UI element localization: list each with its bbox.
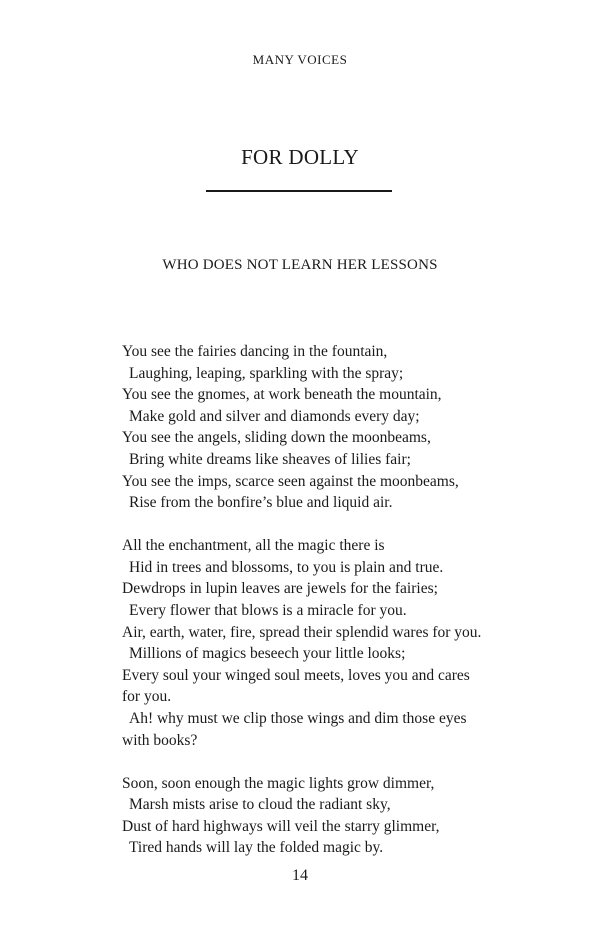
- poem-title: FOR DOLLY: [241, 145, 359, 169]
- poem-subtitle: WHO DOES NOT LEARN HER LESSONS: [162, 257, 438, 273]
- poem-line: Every soul your winged soul meets, loves you and cares: [122, 666, 470, 684]
- poem-line: All the enchantment, all the magic there is: [122, 537, 385, 555]
- poem-line: Bring white dreams like sheaves of lilies fair;: [129, 450, 411, 468]
- poem-line: Every flower that blows is a miracle for you.: [129, 602, 407, 620]
- poem-line: Air, earth, water, fire, spread their splendid wares for you.: [122, 623, 482, 641]
- running-head: MANY VOICES: [252, 52, 348, 67]
- poem-line: Make gold and silver and diamonds every day;: [129, 407, 420, 425]
- poem-body: [122, 341, 542, 881]
- stanza-3: [122, 773, 542, 859]
- poem-line: Millions of magics beseech your little looks;: [129, 645, 406, 663]
- poem-line: Hid in trees and blossoms, to you is plain and true.: [129, 558, 444, 576]
- poem-line: You see the fairies dancing in the fountain,: [122, 343, 388, 360]
- poem-line: with books?: [122, 731, 198, 749]
- poem-line: Rise from the bonfire’s blue and liquid air.: [129, 494, 393, 512]
- poem-line: You see the angels, sliding down the moonbeams,: [122, 429, 431, 447]
- stanza-1: [122, 341, 542, 514]
- page-number: 14: [292, 867, 308, 884]
- poem-line: for you.: [122, 688, 172, 706]
- poem-line: Ah! why must we clip those wings and dim those eyes: [129, 710, 467, 727]
- poem-line: You see the gnomes, at work beneath the mountain,: [122, 386, 442, 404]
- poem-line: You see the imps, scarce seen against the moonbeams,: [122, 472, 459, 490]
- stanza-2: [122, 535, 542, 751]
- poem-line: Laughing, leaping, sparkling with the spray;: [129, 364, 404, 382]
- poem-line: Marsh mists arise to cloud the radiant sky,: [129, 796, 391, 814]
- poem-line: Dust of hard highways will veil the starry glimmer,: [122, 817, 440, 835]
- poem-line: Soon, soon enough the magic lights grow dimmer,: [122, 774, 435, 792]
- poem-line: Tired hands will lay the folded magic by.: [129, 839, 384, 857]
- poem-line: Dewdrops in lupin leaves are jewels for the fairies;: [122, 580, 438, 598]
- title-divider: [206, 190, 392, 192]
